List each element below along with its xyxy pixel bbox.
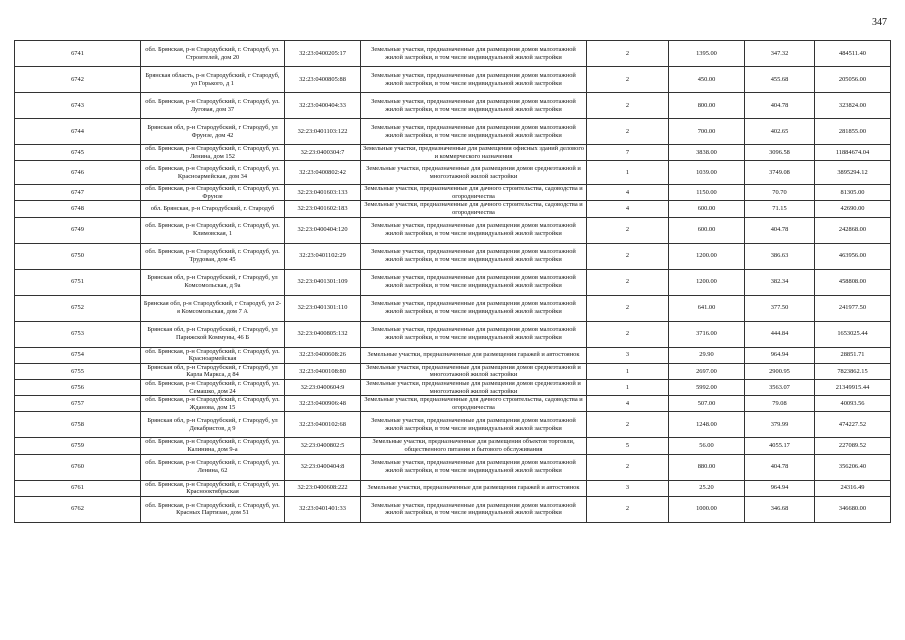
- land-use-cell: Земельные участки, предназначенные для размещения домов малоэтажной жилой застройки, в том числе индивидуальной жилой застройки: [361, 321, 587, 347]
- area-cell: 641.00: [669, 295, 745, 321]
- table-row: [15, 41, 891, 67]
- cadastral-value-cell: 40093.56: [815, 396, 891, 412]
- table-row: [15, 243, 891, 269]
- cadastral-value-cell: 474227.52: [815, 412, 891, 438]
- table-row: [15, 185, 891, 201]
- row-number-cell: 6754: [15, 347, 141, 363]
- specific-value-cell: 3563.07: [745, 379, 815, 395]
- address-cell: Брянская обл, р-н Стародубский, г Стародуб, ул Комсомольская, д 9а: [141, 269, 285, 295]
- cadastral-number-cell: 32:23:0401602:183: [285, 201, 361, 217]
- cadastral-number-cell: 32:23:0400802:5: [285, 438, 361, 454]
- specific-value-cell: 71.15: [745, 201, 815, 217]
- cadastral-number-cell: 32:23:0400108:80: [285, 363, 361, 379]
- land-use-cell: Земельные участки, предназначенные для размещения офисных зданий делового и коммерческого назначения: [361, 145, 587, 161]
- group-cell: 1: [587, 363, 669, 379]
- cadastral-number-cell: 32:23:0401401:33: [285, 496, 361, 522]
- area-cell: 450.00: [669, 67, 745, 93]
- cadastral-number-cell: 32:23:0400604:9: [285, 379, 361, 395]
- group-cell: 2: [587, 454, 669, 480]
- group-cell: 2: [587, 41, 669, 67]
- cadastral-number-cell: 32:23:0400906:48: [285, 396, 361, 412]
- cadastral-number-cell: 32:23:0400608:222: [285, 480, 361, 496]
- page-number: 347: [872, 17, 887, 28]
- row-number-cell: 6749: [15, 217, 141, 243]
- cadastral-number-cell: 32:23:0400102:68: [285, 412, 361, 438]
- area-cell: 600.00: [669, 217, 745, 243]
- specific-value-cell: 3096.58: [745, 145, 815, 161]
- area-cell: 3838.00: [669, 145, 745, 161]
- cadastral-number-cell: 32:23:0401102:29: [285, 243, 361, 269]
- table-row: [15, 412, 891, 438]
- cadastral-number-cell: 32:23:0400608:26: [285, 347, 361, 363]
- cadastral-number-cell: 32:23:0401301:110: [285, 295, 361, 321]
- address-cell: Брянская обл, р-н Стародубский, г Стародуб, ул Карла Маркса, д 84: [141, 363, 285, 379]
- row-number-cell: 6757: [15, 396, 141, 412]
- group-cell: 2: [587, 295, 669, 321]
- cadastral-number-cell: 32:23:0400805:88: [285, 67, 361, 93]
- table-row: [15, 67, 891, 93]
- cadastral-value-cell: 242868.00: [815, 217, 891, 243]
- land-use-cell: Земельные участки, предназначенные для размещения домов среднеэтажной и многоэтажной жилой застройки: [361, 379, 587, 395]
- cadastral-value-cell: 24316.49: [815, 480, 891, 496]
- cadastral-value-cell: 241977.50: [815, 295, 891, 321]
- area-cell: 2697.00: [669, 363, 745, 379]
- address-cell: Брянская обл, р-н Стародубский, г Стародуб, ул Парижской Коммуны, 46 Б: [141, 321, 285, 347]
- address-cell: обл. Брянская, р-н Стародубский, г. Стародуб, ул. Семашко, дом 24: [141, 379, 285, 395]
- cadastral-value-cell: 21349915.44: [815, 379, 891, 395]
- area-cell: 600.00: [669, 201, 745, 217]
- address-cell: обл. Брянская, р-н Стародубский, г. Стародуб, ул. Красных Партизан, дом 51: [141, 496, 285, 522]
- area-cell: 1200.00: [669, 269, 745, 295]
- table-row: [15, 93, 891, 119]
- address-cell: обл. Брянская, р-н Стародубский, г. Стародуб, ул. Калинина, дом 9-а: [141, 438, 285, 454]
- cadastral-number-cell: 32:23:0400802:42: [285, 161, 361, 185]
- specific-value-cell: 377.50: [745, 295, 815, 321]
- table-row: [15, 201, 891, 217]
- cadastral-number-cell: 32:23:0401301:109: [285, 269, 361, 295]
- specific-value-cell: 444.84: [745, 321, 815, 347]
- cadastral-value-cell: 356206.40: [815, 454, 891, 480]
- table-row: [15, 438, 891, 454]
- land-use-cell: Земельные участки, предназначенные для размещения домов малоэтажной жилой застройки, в том числе индивидуальной жилой застройки: [361, 93, 587, 119]
- specific-value-cell: 404.78: [745, 217, 815, 243]
- table-body: [15, 41, 891, 523]
- land-use-cell: Земельные участки, предназначенные для дачного строительства, садоводства и огородничества: [361, 201, 587, 217]
- area-cell: 1395.00: [669, 41, 745, 67]
- row-number-cell: 6746: [15, 161, 141, 185]
- land-use-cell: Земельные участки, предназначенные для размещения домов малоэтажной жилой застройки, в том числе индивидуальной жилой застройки: [361, 67, 587, 93]
- row-number-cell: 6758: [15, 412, 141, 438]
- land-use-cell: Земельные участки, предназначенные для размещения домов малоэтажной жилой застройки, в том числе индивидуальной жилой застройки: [361, 243, 587, 269]
- address-cell: обл. Брянская, р-н Стародубский, г. Стародуб, ул. Трудовая, дом 45: [141, 243, 285, 269]
- cadastral-value-cell: 458808.00: [815, 269, 891, 295]
- cadastral-value-cell: 81305.00: [815, 185, 891, 201]
- land-use-cell: Земельные участки, предназначенные для размещения объектов торговли, общественного питания и бытового обслуживания: [361, 438, 587, 454]
- cadastral-number-cell: 32:23:0401603:133: [285, 185, 361, 201]
- group-cell: 2: [587, 412, 669, 438]
- land-use-cell: Земельные участки, предназначенные для дачного строительства, садоводства и огородничества: [361, 396, 587, 412]
- area-cell: 56.00: [669, 438, 745, 454]
- cadastral-value-cell: 11884674.04: [815, 145, 891, 161]
- address-cell: Брянская обл, р-н Стародубский, г Стародуб, ул Декабристов, д 9: [141, 412, 285, 438]
- area-cell: 1200.00: [669, 243, 745, 269]
- land-use-cell: Земельные участки, предназначенные для размещения домов малоэтажной жилой застройки, в том числе индивидуальной жилой застройки: [361, 496, 587, 522]
- row-number-cell: 6760: [15, 454, 141, 480]
- specific-value-cell: 964.94: [745, 347, 815, 363]
- table-row: [15, 321, 891, 347]
- land-use-cell: Земельные участки, предназначенные для дачного строительства, садоводства и огородничества: [361, 185, 587, 201]
- cadastral-value-cell: 42690.00: [815, 201, 891, 217]
- land-use-cell: Земельные участки, предназначенные для размещения гаражей и автостоянок: [361, 480, 587, 496]
- row-number-cell: 6753: [15, 321, 141, 347]
- land-use-cell: Земельные участки, предназначенные для размещения домов малоэтажной жилой застройки, в том числе индивидуальной жилой застройки: [361, 454, 587, 480]
- cadastral-value-cell: 205056.00: [815, 67, 891, 93]
- row-number-cell: 6745: [15, 145, 141, 161]
- specific-value-cell: 346.68: [745, 496, 815, 522]
- row-number-cell: 6762: [15, 496, 141, 522]
- land-use-cell: Земельные участки, предназначенные для размещения домов малоэтажной жилой застройки, в том числе индивидуальной жилой застройки: [361, 41, 587, 67]
- address-cell: обл. Брянская, р-н Стародубский, г. Стародуб: [141, 201, 285, 217]
- address-cell: обл. Брянская, р-н Стародубский, г. Стародуб, ул. Жданова, дом 15: [141, 396, 285, 412]
- cadastral-value-cell: 346680.00: [815, 496, 891, 522]
- specific-value-cell: 79.08: [745, 396, 815, 412]
- cadastral-value-cell: 28851.71: [815, 347, 891, 363]
- specific-value-cell: 70.70: [745, 185, 815, 201]
- address-cell: обл. Брянская, р-н Стародубский, г. Стародуб, ул. Фрунзе: [141, 185, 285, 201]
- area-cell: 25.20: [669, 480, 745, 496]
- row-number-cell: 6751: [15, 269, 141, 295]
- specific-value-cell: 455.68: [745, 67, 815, 93]
- table-row: [15, 496, 891, 522]
- area-cell: 5992.00: [669, 379, 745, 395]
- address-cell: обл. Брянская, р-н Стародубский, г. Стародуб, ул. Ленина, дом 152: [141, 145, 285, 161]
- table-row: [15, 217, 891, 243]
- specific-value-cell: 964.94: [745, 480, 815, 496]
- group-cell: 2: [587, 321, 669, 347]
- land-use-cell: Земельные участки, предназначенные для размещения гаражей и автостоянок: [361, 347, 587, 363]
- cadastral-number-cell: 32:23:0400404:120: [285, 217, 361, 243]
- row-number-cell: 6752: [15, 295, 141, 321]
- land-use-cell: Земельные участки, предназначенные для размещения домов малоэтажной жилой застройки, в том числе индивидуальной жилой застройки: [361, 217, 587, 243]
- cadastral-value-cell: 281855.00: [815, 119, 891, 145]
- group-cell: 1: [587, 379, 669, 395]
- address-cell: Брянская область, р-н Стародубский, г Стародуб, ул Горького, д 1: [141, 67, 285, 93]
- land-use-cell: Земельные участки, предназначенные для размещения домов малоэтажной жилой застройки, в том числе индивидуальной жилой застройки: [361, 269, 587, 295]
- row-number-cell: 6741: [15, 41, 141, 67]
- area-cell: 1150.00: [669, 185, 745, 201]
- group-cell: 2: [587, 496, 669, 522]
- address-cell: обл. Брянская, р-н Стародубский, г. Стародуб, ул. Строителей, дом 20: [141, 41, 285, 67]
- group-cell: 1: [587, 161, 669, 185]
- specific-value-cell: 4055.17: [745, 438, 815, 454]
- cadastral-number-cell: 32:23:0400304:7: [285, 145, 361, 161]
- cadastral-value-table: [14, 40, 891, 523]
- row-number-cell: 6743: [15, 93, 141, 119]
- cadastral-value-cell: 484511.40: [815, 41, 891, 67]
- group-cell: 3: [587, 347, 669, 363]
- address-cell: обл. Брянская, р-н Стародубский, г. Стародуб, ул. Красноармейская: [141, 347, 285, 363]
- table-row: [15, 145, 891, 161]
- group-cell: 2: [587, 269, 669, 295]
- address-cell: обл. Брянская, р-н Стародубский, г. Стародуб, ул. Ленина, 62: [141, 454, 285, 480]
- specific-value-cell: 402.65: [745, 119, 815, 145]
- table-row: [15, 161, 891, 185]
- table-row: [15, 347, 891, 363]
- row-number-cell: 6750: [15, 243, 141, 269]
- row-number-cell: 6747: [15, 185, 141, 201]
- group-cell: 4: [587, 396, 669, 412]
- area-cell: 3716.00: [669, 321, 745, 347]
- group-cell: 2: [587, 217, 669, 243]
- area-cell: 800.00: [669, 93, 745, 119]
- area-cell: 1248.00: [669, 412, 745, 438]
- row-number-cell: 6755: [15, 363, 141, 379]
- cadastral-value-cell: 323824.00: [815, 93, 891, 119]
- land-use-cell: Земельные участки, предназначенные для размещения домов среднеэтажной и многоэтажной жилой застройки: [361, 363, 587, 379]
- row-number-cell: 6742: [15, 67, 141, 93]
- address-cell: обл. Брянская, р-н Стародубский, г. Стародуб, ул. Красноармейская, дом 34: [141, 161, 285, 185]
- specific-value-cell: 3749.08: [745, 161, 815, 185]
- cadastral-number-cell: 32:23:0400404:8: [285, 454, 361, 480]
- group-cell: 5: [587, 438, 669, 454]
- address-cell: обл. Брянская, р-н Стародубский, г. Стародуб, ул. Климовская, 1: [141, 217, 285, 243]
- specific-value-cell: 404.78: [745, 93, 815, 119]
- group-cell: 4: [587, 185, 669, 201]
- area-cell: 29.90: [669, 347, 745, 363]
- specific-value-cell: 382.34: [745, 269, 815, 295]
- land-use-cell: Земельные участки, предназначенные для размещения домов малоэтажной жилой застройки, в том числе индивидуальной жилой застройки: [361, 295, 587, 321]
- land-use-cell: Земельные участки, предназначенные для размещения домов малоэтажной жилой застройки, в том числе индивидуальной жилой застройки: [361, 412, 587, 438]
- group-cell: 7: [587, 145, 669, 161]
- row-number-cell: 6756: [15, 379, 141, 395]
- table-row: [15, 363, 891, 379]
- address-cell: обл. Брянская, р-н Стародубский, г. Стародуб, ул. Краснооктябрьская: [141, 480, 285, 496]
- specific-value-cell: 386.63: [745, 243, 815, 269]
- cadastral-number-cell: 32:23:0400805:132: [285, 321, 361, 347]
- table-row: [15, 379, 891, 395]
- specific-value-cell: 404.78: [745, 454, 815, 480]
- table-row: [15, 295, 891, 321]
- address-cell: обл. Брянская, р-н Стародубский, г. Стародуб, ул. Луговая, дом 37: [141, 93, 285, 119]
- land-use-cell: Земельные участки, предназначенные для размещения домов малоэтажной жилой застройки, в том числе индивидуальной жилой застройки: [361, 119, 587, 145]
- cadastral-number-cell: 32:23:0401103:122: [285, 119, 361, 145]
- address-cell: Брянская обл, р-н Стародубский, г Стародуб, ул 2-я Комсомольская, дом 7 А: [141, 295, 285, 321]
- group-cell: 3: [587, 480, 669, 496]
- area-cell: 507.00: [669, 396, 745, 412]
- cadastral-value-cell: 3895294.12: [815, 161, 891, 185]
- row-number-cell: 6761: [15, 480, 141, 496]
- row-number-cell: 6759: [15, 438, 141, 454]
- group-cell: 2: [587, 243, 669, 269]
- table-row: [15, 480, 891, 496]
- group-cell: 2: [587, 67, 669, 93]
- specific-value-cell: 347.32: [745, 41, 815, 67]
- cadastral-value-cell: 227089.52: [815, 438, 891, 454]
- table-row: [15, 119, 891, 145]
- cadastral-number-cell: 32:23:0400205:17: [285, 41, 361, 67]
- group-cell: 2: [587, 93, 669, 119]
- specific-value-cell: 2900.95: [745, 363, 815, 379]
- area-cell: 880.00: [669, 454, 745, 480]
- group-cell: 4: [587, 201, 669, 217]
- table-row: [15, 269, 891, 295]
- table-row: [15, 396, 891, 412]
- area-cell: 1039.00: [669, 161, 745, 185]
- area-cell: 700.00: [669, 119, 745, 145]
- area-cell: 1000.00: [669, 496, 745, 522]
- table-row: [15, 454, 891, 480]
- row-number-cell: 6748: [15, 201, 141, 217]
- row-number-cell: 6744: [15, 119, 141, 145]
- specific-value-cell: 379.99: [745, 412, 815, 438]
- cadastral-value-cell: 7823862.15: [815, 363, 891, 379]
- land-use-cell: Земельные участки, предназначенные для размещения домов среднеэтажной и многоэтажной жилой застройки: [361, 161, 587, 185]
- address-cell: Брянская обл, р-н Стародубский, г Стародуб, ул Фрунзе, дом 42: [141, 119, 285, 145]
- group-cell: 2: [587, 119, 669, 145]
- cadastral-value-cell: 463956.00: [815, 243, 891, 269]
- cadastral-value-cell: 1653025.44: [815, 321, 891, 347]
- cadastral-number-cell: 32:23:0400404:33: [285, 93, 361, 119]
